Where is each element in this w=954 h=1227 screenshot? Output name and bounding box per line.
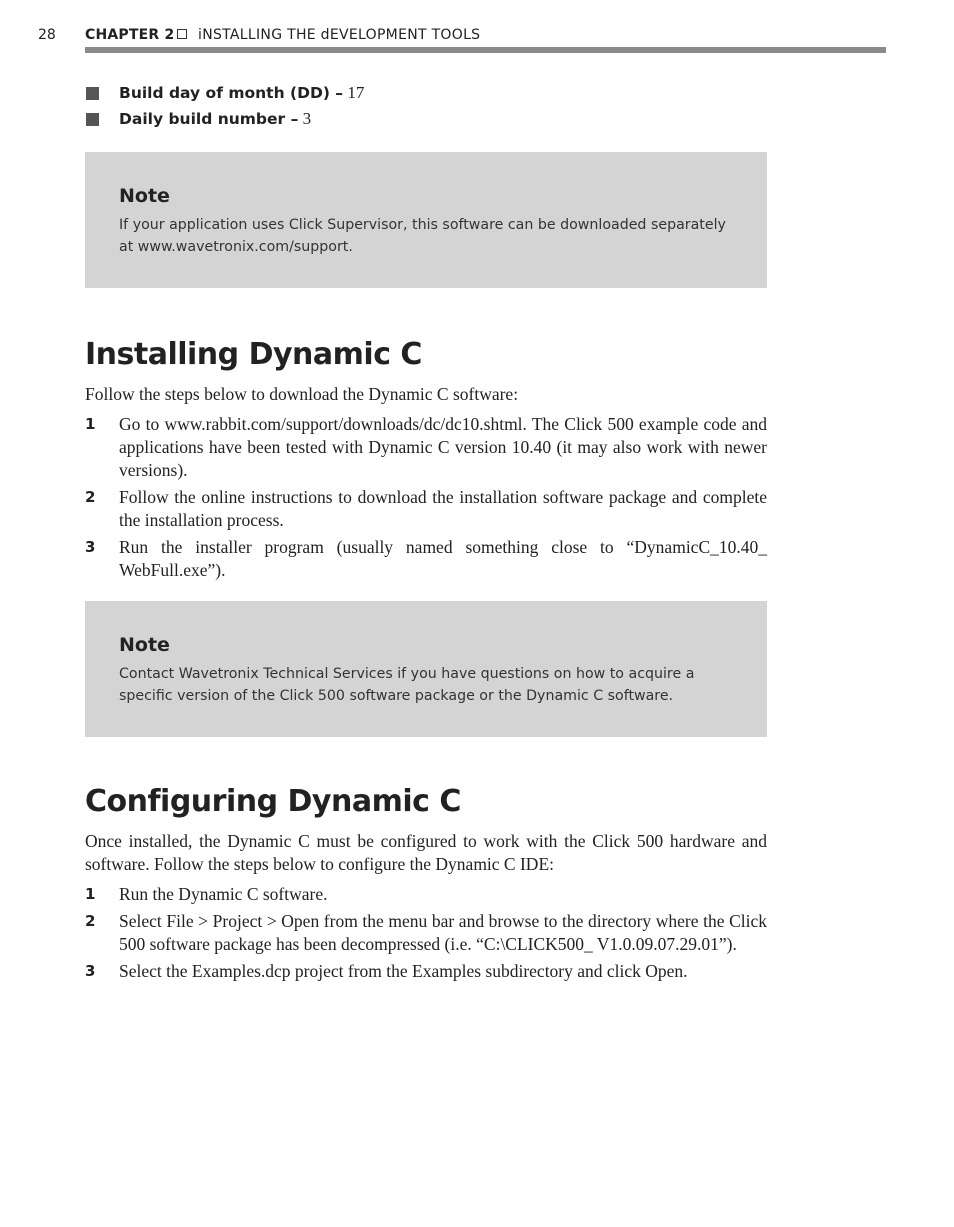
bullet-value: 17 (347, 83, 365, 102)
step-number: 1 (85, 415, 96, 433)
bullet-value: 3 (302, 109, 312, 128)
step-number: 2 (85, 912, 96, 930)
bullet-item (85, 82, 785, 108)
list-item (85, 883, 767, 906)
separator-box-icon (177, 29, 187, 39)
step-number: 3 (85, 538, 96, 556)
note-body: If your application uses Click Supervisor, this software can be downloaded separately at www.wavetronix.com/support. (119, 217, 726, 255)
step-number: 2 (85, 488, 96, 506)
configure-steps-list (85, 883, 767, 987)
step-text: Run the Dynamic C software. (119, 884, 328, 904)
header-rule (85, 47, 886, 53)
step-text: Follow the online instructions to download the installation software package and complete the installation process. (119, 487, 767, 530)
running-header (38, 26, 886, 46)
step-text: Select File > Project > Open from the menu bar and browse to the directory where the Click 500 software package has been decompressed (i.e. “C:\CLICK500_ V1.0.09.07.29.01”). (119, 911, 767, 954)
build-bullet-list (85, 82, 785, 134)
list-item (85, 910, 767, 956)
section-intro: Once installed, the Dynamic C must be configured to work with the Click 500 hardware and software. Follow the steps below to configure the Dynamic C IDE: (85, 831, 767, 874)
list-item (85, 536, 767, 582)
list-item (85, 486, 767, 532)
chapter-title: iNSTALLING THE dEVELOPMENT TOOLS (198, 27, 481, 43)
step-text: Run the installer program (usually named something close to “DynamicC_10.40_ WebFull.exe”). (119, 537, 767, 580)
chapter-label: CHAPTER 2 (85, 27, 175, 43)
bullet-item (85, 108, 785, 134)
heading-installing-dynamic-c: Installing Dynamic C (85, 337, 422, 372)
step-text: Go to www.rabbit.com/support/downloads/dc/dc10.shtml. The Click 500 example code and applications have been tested with Dynamic C version 10.40 (it may also work with newer versions). (119, 414, 767, 480)
note-box-supervisor (85, 152, 767, 288)
heading-configuring-dynamic-c: Configuring Dynamic C (85, 784, 461, 819)
list-item (85, 413, 767, 482)
install-steps-list (85, 413, 767, 586)
list-item (85, 960, 767, 983)
step-number: 1 (85, 885, 96, 903)
square-bullet-icon (86, 113, 99, 126)
step-text: Select the Examples.dcp project from the Examples subdirectory and click Open. (119, 961, 688, 981)
note-body: Contact Wavetronix Technical Services if you have questions on how to acquire a specific version of the Click 500 software package or the Dynamic C software. (119, 666, 695, 704)
section-intro: Follow the steps below to download the Dynamic C software: (85, 384, 519, 404)
square-bullet-icon (86, 87, 99, 100)
bullet-label: Build day of month (DD) – (119, 84, 344, 102)
bullet-label: Daily build number – (119, 110, 299, 128)
page-number: 28 (38, 27, 56, 43)
step-number: 3 (85, 962, 96, 980)
note-title: Note (119, 185, 170, 207)
note-box-technical-services (85, 601, 767, 737)
note-title: Note (119, 634, 170, 656)
